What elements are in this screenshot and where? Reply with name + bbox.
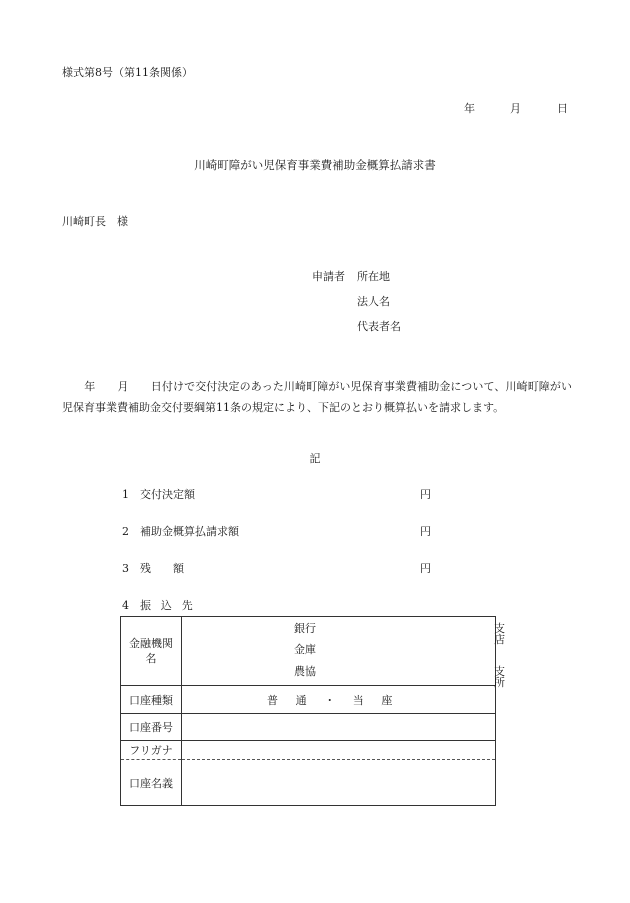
document-title: 川崎町障がい児保育事業費補助金概算払請求書 xyxy=(194,158,436,172)
furigana-label: フリガナ xyxy=(121,741,182,760)
date-year: 年 xyxy=(464,102,475,115)
branch-store-suffix: 支店 xyxy=(494,622,505,646)
account-name-row xyxy=(121,760,496,806)
account-name-field[interactable] xyxy=(182,760,496,806)
branch-office-suffix: 支所 xyxy=(494,665,505,689)
form-number: 様式第8号（第11条関係） xyxy=(62,66,193,79)
item-label: 補助金概算払請求額 xyxy=(140,525,239,538)
bank-suffix: 銀行 xyxy=(294,622,316,635)
account-number-field[interactable] xyxy=(182,714,496,741)
agri-coop-suffix: 農協 xyxy=(294,665,316,678)
bank-transfer-table xyxy=(120,616,505,806)
item-number: 3 xyxy=(122,562,129,575)
date-day: 日 xyxy=(557,102,568,115)
account-type-label: 口座種類 xyxy=(121,686,182,714)
item-label: 振込先 xyxy=(140,599,203,612)
applicant-label: 申請者 xyxy=(312,270,345,283)
addressee: 川崎町長 様 xyxy=(62,215,128,228)
item-yen-unit: 円 xyxy=(420,488,431,501)
item-number: 4 xyxy=(122,599,129,612)
item-yen-unit: 円 xyxy=(420,562,431,575)
account-name-label: 口座名義 xyxy=(121,760,182,806)
item-label: 残 額 xyxy=(140,562,184,575)
item-yen-unit: 円 xyxy=(420,525,431,538)
account-type-row xyxy=(121,686,496,714)
request-statement: 年 月 日付けで交付決定のあった川崎町障がい児保育事業費補助金について、川崎町障がい児保育事業費補助金交付要綱第11条の規定により、下記のとおり概算払いを請求します。 xyxy=(62,380,572,414)
institution-value-cell[interactable] xyxy=(182,617,505,689)
item-number: 1 xyxy=(122,488,129,501)
institution-label: 金融機関名 xyxy=(129,637,173,665)
applicant-corp-name-label: 法人名 xyxy=(357,295,390,308)
institution-label-cell xyxy=(121,617,182,686)
furigana-row xyxy=(121,741,496,760)
date-month: 月 xyxy=(510,102,521,115)
applicant-address-label: 所在地 xyxy=(357,270,390,283)
furigana-field[interactable] xyxy=(182,741,496,760)
shinkin-suffix: 金庫 xyxy=(294,643,316,656)
account-number-row xyxy=(121,714,496,741)
applicant-representative-label: 代表者名 xyxy=(357,320,401,333)
account-type-options[interactable]: 普通・当座 xyxy=(182,686,496,714)
ki-heading: 記 xyxy=(309,452,321,465)
item-number: 2 xyxy=(122,525,129,538)
account-number-label: 口座番号 xyxy=(121,714,182,741)
item-label: 交付決定額 xyxy=(140,488,195,501)
institution-row xyxy=(121,617,496,686)
